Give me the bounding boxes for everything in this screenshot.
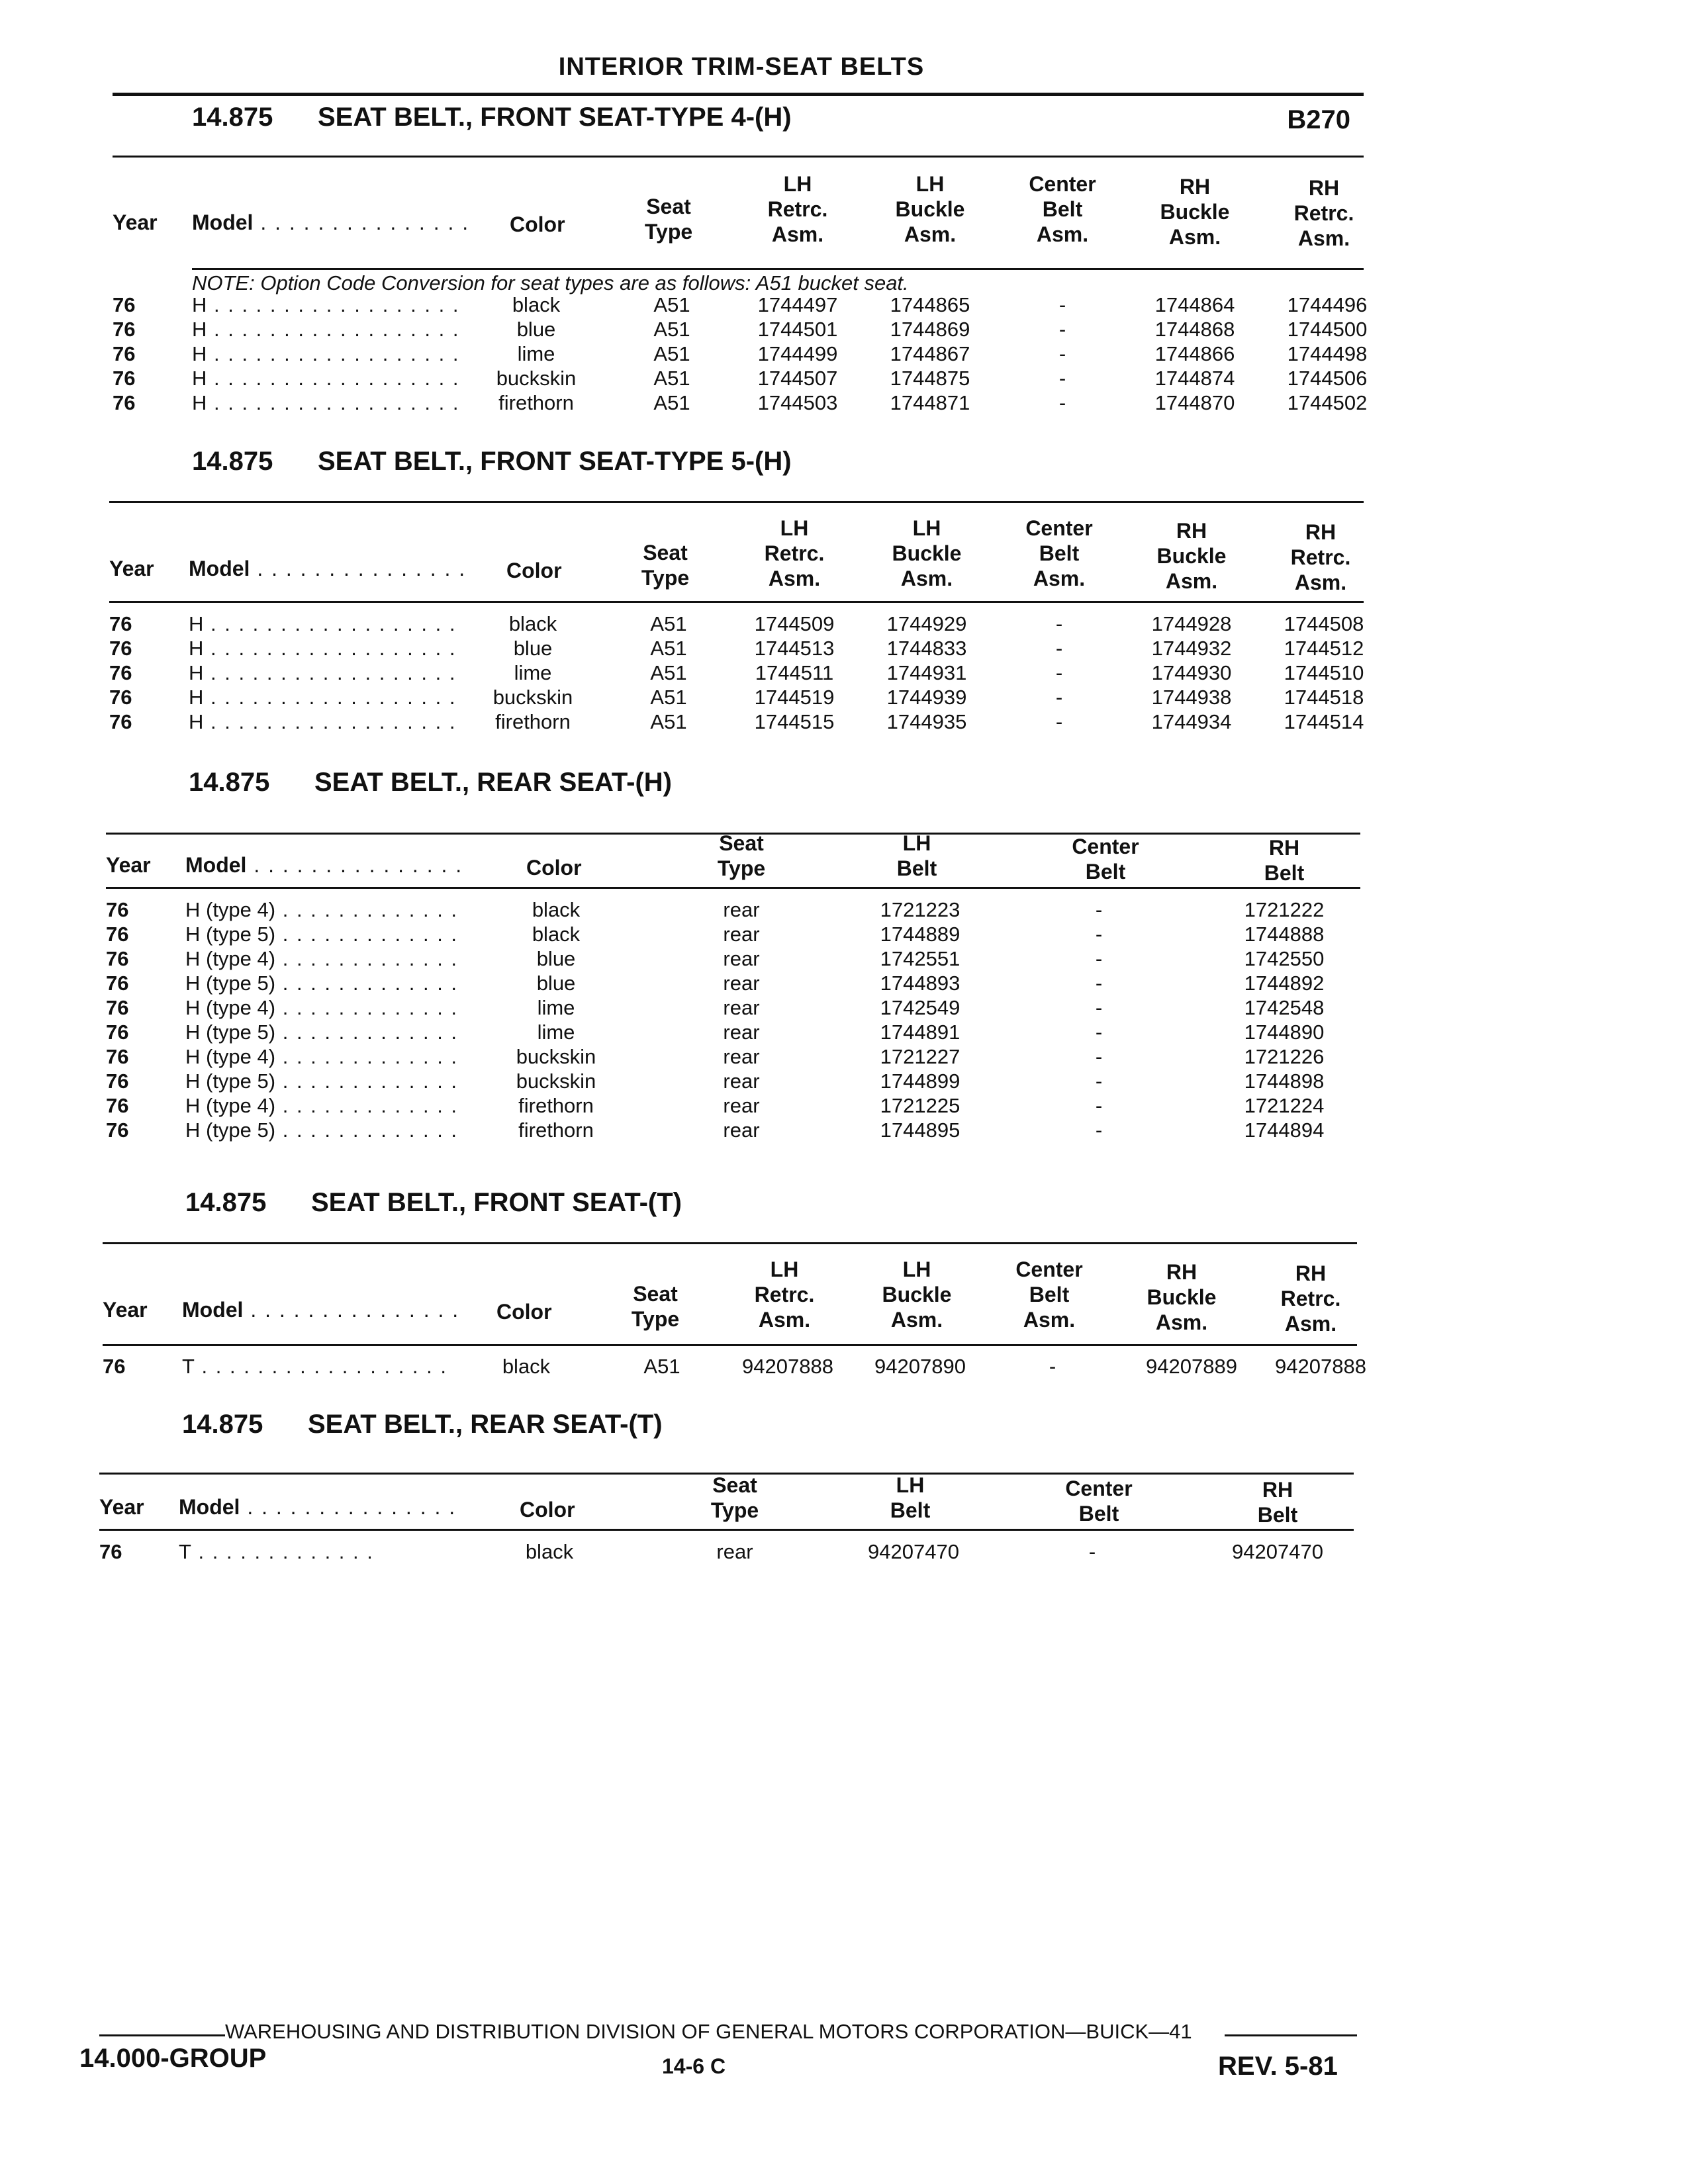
center-belt-cell: - (1095, 947, 1103, 970)
col-model: Model . . . . . . . . . . . . . . . (182, 1298, 460, 1322)
model-cell: H . . . . . . . . . . . . . . . . . . (192, 342, 460, 365)
table-row (0, 710, 1688, 735)
seat-type-cell: rear (723, 1021, 760, 1044)
color-cell: black (525, 1540, 574, 1563)
year-cell: 76 (106, 972, 129, 995)
year-cell: 76 (106, 1045, 129, 1068)
rh-buckle-cell: 1744868 (1154, 318, 1235, 341)
rh-belt-cell: 1742548 (1244, 996, 1325, 1019)
lh-retrc-cell: 1744499 (757, 342, 838, 365)
lh-belt-cell: 1744891 (880, 1021, 961, 1044)
section-number: 14.875 (192, 103, 273, 132)
col-seat-type: Seat Type (717, 831, 766, 880)
footer-division-line: WAREHOUSING AND DISTRIBUTION DIVISION OF GENERAL MOTORS CORPORATION—BUICK—41 (225, 2020, 1192, 2043)
color-cell: firethorn (518, 1118, 594, 1142)
center-belt-cell: - (1055, 661, 1063, 684)
table-row (0, 367, 1688, 391)
col-year: Year (99, 1495, 144, 1519)
seat-type-cell: rear (723, 996, 760, 1019)
center-belt-cell: - (1095, 898, 1103, 921)
color-cell: blue (516, 318, 556, 341)
col-lh-buckle: LH Buckle Asm. (892, 516, 962, 590)
section-number: 14.875 (192, 447, 273, 476)
rh-buckle-cell: 1744930 (1151, 661, 1232, 684)
lh-buckle-cell: 94207890 (874, 1355, 966, 1378)
table-row (0, 996, 1688, 1021)
seat-type-cell: A51 (650, 686, 687, 709)
color-cell: buckskin (496, 367, 577, 390)
col-lh-belt: LH Belt (896, 831, 937, 880)
section-title (192, 103, 792, 132)
col-model: Model . . . . . . . . . . . . . . . (189, 557, 467, 580)
color-cell: blue (513, 637, 553, 660)
color-cell: black (512, 293, 561, 316)
year-cell: 76 (106, 996, 129, 1019)
col-color: Color (510, 212, 565, 236)
col-year: Year (106, 853, 151, 877)
center-belt-cell: - (1095, 1069, 1103, 1093)
section-name: SEAT BELT., FRONT SEAT-TYPE 4-(H) (318, 103, 792, 132)
model-cell: H . . . . . . . . . . . . . . . . . . (189, 686, 457, 709)
model-cell: H (type 5) . . . . . . . . . . . . . (185, 923, 459, 946)
col-lh-retrc: LH Retrc. Asm. (764, 516, 825, 590)
table-row (0, 1069, 1688, 1094)
col-center-belt: Center Belt Asm. (1015, 1257, 1083, 1332)
header-bottom-rule (192, 268, 1364, 270)
center-belt-cell: - (1058, 367, 1066, 390)
table-row (0, 1355, 1688, 1379)
lh-retrc-cell: 1744515 (754, 710, 835, 733)
section-number: 14.875 (189, 768, 270, 797)
center-belt-cell: - (1055, 637, 1063, 660)
section-name: SEAT BELT., REAR SEAT-(T) (308, 1410, 663, 1439)
rh-retrc-cell: 1744510 (1284, 661, 1364, 684)
year-cell: 76 (113, 391, 136, 414)
color-cell: firethorn (498, 391, 574, 414)
year-cell: 76 (106, 1094, 129, 1117)
color-cell: lime (517, 342, 555, 365)
color-cell: black (502, 1355, 551, 1378)
center-belt-cell: - (1095, 1118, 1103, 1142)
model-cell: H (type 5) . . . . . . . . . . . . . (185, 1118, 459, 1142)
model-cell: H (type 4) . . . . . . . . . . . . . (185, 996, 459, 1019)
year-cell: 76 (109, 661, 132, 684)
lh-buckle-cell: 1744931 (886, 661, 967, 684)
lh-retrc-cell: 1744519 (754, 686, 835, 709)
header-bottom-rule (109, 601, 1364, 603)
table-row (0, 972, 1688, 996)
table-row (0, 1094, 1688, 1118)
center-belt-cell: - (1095, 1021, 1103, 1044)
color-cell: buckskin (516, 1045, 596, 1068)
table-row (0, 661, 1688, 686)
section-code: B270 (1287, 105, 1350, 134)
center-belt-cell: - (1055, 612, 1063, 635)
table-row (0, 898, 1688, 923)
color-cell: blue (536, 972, 576, 995)
color-cell: black (508, 612, 557, 635)
color-cell: black (532, 898, 581, 921)
year-cell: 76 (113, 318, 136, 341)
header-bottom-rule (99, 1529, 1354, 1531)
col-rh-retrc: RH Retrc. Asm. (1293, 176, 1354, 250)
header-top-rule (103, 1242, 1357, 1244)
col-center-belt: Center Belt (1072, 835, 1139, 884)
lh-belt-cell: 1744893 (880, 972, 961, 995)
seat-type-cell: A51 (653, 318, 690, 341)
year-cell: 76 (106, 923, 129, 946)
model-cell: H (type 5) . . . . . . . . . . . . . (185, 972, 459, 995)
col-rh-belt: RH Belt (1264, 836, 1305, 885)
year-cell: 76 (106, 1021, 129, 1044)
col-color: Color (526, 856, 582, 880)
center-belt-cell: - (1058, 293, 1066, 316)
rh-buckle-cell: 1744938 (1151, 686, 1232, 709)
year-cell: 76 (106, 947, 129, 970)
color-cell: buckskin (516, 1069, 596, 1093)
footer-page-number: 14-6 C (662, 2054, 726, 2078)
seat-type-cell: A51 (650, 661, 687, 684)
rh-belt-cell: 1744892 (1244, 972, 1325, 995)
table-row (0, 1045, 1688, 1069)
seat-type-cell: A51 (650, 637, 687, 660)
rh-retrc-cell: 1744498 (1287, 342, 1368, 365)
lh-buckle-cell: 1744867 (890, 342, 970, 365)
center-belt-cell: - (1055, 686, 1063, 709)
model-cell: H (type 4) . . . . . . . . . . . . . (185, 947, 459, 970)
model-cell: H (type 5) . . . . . . . . . . . . . (185, 1021, 459, 1044)
year-cell: 76 (113, 367, 136, 390)
center-belt-cell: - (1049, 1355, 1056, 1378)
lh-belt-cell: 1744895 (880, 1118, 961, 1142)
center-belt-cell: - (1058, 391, 1066, 414)
seat-type-cell: A51 (653, 367, 690, 390)
year-cell: 76 (109, 686, 132, 709)
lh-belt-cell: 1744899 (880, 1069, 961, 1093)
color-cell: black (532, 923, 581, 946)
lh-buckle-cell: 1744865 (890, 293, 970, 316)
year-cell: 76 (103, 1355, 126, 1378)
col-seat-type: Seat Type (631, 1282, 680, 1331)
year-cell: 76 (109, 710, 132, 733)
center-belt-cell: - (1058, 318, 1066, 341)
title-rule (113, 93, 1364, 96)
lh-belt-cell: 94207470 (868, 1540, 959, 1563)
model-cell: H . . . . . . . . . . . . . . . . . . (192, 318, 460, 341)
option-code-note: NOTE: Option Code Conversion for seat types are as follows: A51 bucket seat. (192, 271, 909, 295)
rh-buckle-cell: 1744932 (1151, 637, 1232, 660)
col-rh-retrc: RH Retrc. Asm. (1280, 1261, 1341, 1336)
col-seat-type: Seat Type (710, 1473, 759, 1522)
col-center-belt: Center Belt Asm. (1029, 172, 1096, 246)
footer-rule-left (99, 2034, 225, 2036)
section-number: 14.875 (185, 1188, 267, 1217)
table-row (0, 1540, 1688, 1565)
rh-retrc-cell: 1744512 (1284, 637, 1364, 660)
model-cell: H . . . . . . . . . . . . . . . . . . (192, 367, 460, 390)
section-title (192, 447, 792, 477)
col-year: Year (113, 210, 158, 234)
center-belt-cell: - (1095, 1094, 1103, 1117)
year-cell: 76 (113, 342, 136, 365)
seat-type-cell: rear (723, 1045, 760, 1068)
header-bottom-rule (106, 887, 1360, 889)
model-cell: H . . . . . . . . . . . . . . . . . . (192, 391, 460, 414)
footer-rule-right (1225, 2034, 1357, 2036)
col-center-belt: Center Belt Asm. (1025, 516, 1093, 590)
col-year: Year (109, 557, 154, 580)
lh-belt-cell: 1721223 (880, 898, 961, 921)
col-model: Model . . . . . . . . . . . . . . . (192, 210, 470, 234)
rh-buckle-cell: 1744864 (1154, 293, 1235, 316)
col-seat-type: Seat Type (644, 195, 693, 244)
table-row (0, 342, 1688, 367)
col-lh-buckle: LH Buckle Asm. (895, 172, 965, 246)
section-title (182, 1410, 663, 1439)
col-seat-type: Seat Type (641, 541, 690, 590)
rh-belt-cell: 1721224 (1244, 1094, 1325, 1117)
seat-type-cell: A51 (643, 1355, 680, 1378)
section-number: 14.875 (182, 1410, 263, 1439)
table-row (0, 293, 1688, 318)
table-row (0, 391, 1688, 416)
lh-belt-cell: 1742549 (880, 996, 961, 1019)
year-cell: 76 (106, 1118, 129, 1142)
rh-retrc-cell: 1744496 (1287, 293, 1368, 316)
seat-type-cell: A51 (650, 710, 687, 733)
center-belt-cell: - (1095, 996, 1103, 1019)
rh-buckle-cell: 1744934 (1151, 710, 1232, 733)
rh-retrc-cell: 1744506 (1287, 367, 1368, 390)
color-cell: firethorn (518, 1094, 594, 1117)
model-cell: H . . . . . . . . . . . . . . . . . . (192, 293, 460, 316)
model-cell: H . . . . . . . . . . . . . . . . . . (189, 661, 457, 684)
rh-buckle-cell: 1744866 (1154, 342, 1235, 365)
lh-belt-cell: 1721225 (880, 1094, 961, 1117)
model-cell: H (type 5) . . . . . . . . . . . . . (185, 1069, 459, 1093)
col-lh-retrc: LH Retrc. Asm. (767, 172, 828, 246)
rh-belt-cell: 1744898 (1244, 1069, 1325, 1093)
center-belt-cell: - (1055, 710, 1063, 733)
header-top-rule (109, 501, 1364, 503)
center-belt-cell: - (1095, 972, 1103, 995)
rh-belt-cell: 1744888 (1244, 923, 1325, 946)
table-row (0, 1021, 1688, 1045)
lh-buckle-cell: 1744935 (886, 710, 967, 733)
table-row (0, 686, 1688, 710)
col-color: Color (520, 1498, 575, 1522)
seat-type-cell: A51 (653, 293, 690, 316)
center-belt-cell: - (1095, 923, 1103, 946)
rh-retrc-cell: 1744514 (1284, 710, 1364, 733)
rh-buckle-cell: 1744874 (1154, 367, 1235, 390)
lh-belt-cell: 1744889 (880, 923, 961, 946)
color-cell: lime (537, 1021, 575, 1044)
lh-retrc-cell: 1744513 (754, 637, 835, 660)
lh-retrc-cell: 1744497 (757, 293, 838, 316)
col-color: Color (496, 1300, 552, 1324)
model-cell: T . . . . . . . . . . . . . (179, 1540, 374, 1563)
year-cell: 76 (106, 898, 129, 921)
rh-retrc-cell: 1744508 (1284, 612, 1364, 635)
section-title (189, 768, 672, 797)
seat-type-cell: rear (716, 1540, 753, 1563)
table-row (0, 923, 1688, 947)
rh-retrc-cell: 1744518 (1284, 686, 1364, 709)
table-row (0, 612, 1688, 637)
col-color: Color (506, 559, 562, 582)
col-rh-buckle: RH Buckle Asm. (1156, 519, 1227, 593)
seat-type-cell: A51 (653, 391, 690, 414)
header-top-rule (113, 156, 1364, 158)
rh-retrc-cell: 94207888 (1275, 1355, 1366, 1378)
footer-revision: REV. 5-81 (1218, 2052, 1338, 2081)
footer-group: 14.000-GROUP (79, 2044, 267, 2073)
lh-belt-cell: 1721227 (880, 1045, 961, 1068)
lh-buckle-cell: 1744833 (886, 637, 967, 660)
lh-buckle-cell: 1744869 (890, 318, 970, 341)
model-cell: H (type 4) . . . . . . . . . . . . . (185, 1094, 459, 1117)
year-cell: 76 (99, 1540, 122, 1563)
table-row (0, 637, 1688, 661)
section-name: SEAT BELT., FRONT SEAT-TYPE 5-(H) (318, 447, 792, 476)
section-title (185, 1188, 682, 1218)
model-cell: T . . . . . . . . . . . . . . . . . . (182, 1355, 447, 1378)
model-cell: H (type 4) . . . . . . . . . . . . . (185, 898, 459, 921)
rh-belt-cell: 1744894 (1244, 1118, 1325, 1142)
seat-type-cell: rear (723, 972, 760, 995)
seat-type-cell: A51 (653, 342, 690, 365)
lh-retrc-cell: 1744509 (754, 612, 835, 635)
lh-retrc-cell: 1744501 (757, 318, 838, 341)
seat-type-cell: rear (723, 923, 760, 946)
rh-belt-cell: 1721222 (1244, 898, 1325, 921)
col-lh-retrc: LH Retrc. Asm. (754, 1257, 815, 1332)
table-row (0, 1118, 1688, 1143)
seat-type-cell: A51 (650, 612, 687, 635)
lh-buckle-cell: 1744871 (890, 391, 970, 414)
rh-buckle-cell: 94207889 (1146, 1355, 1237, 1378)
color-cell: firethorn (495, 710, 571, 733)
lh-retrc-cell: 1744511 (755, 661, 834, 684)
seat-type-cell: rear (723, 947, 760, 970)
col-lh-belt: LH Belt (890, 1473, 931, 1522)
rh-belt-cell: 1721226 (1244, 1045, 1325, 1068)
lh-retrc-cell: 94207888 (742, 1355, 833, 1378)
col-model: Model . . . . . . . . . . . . . . . (185, 853, 463, 877)
col-rh-buckle: RH Buckle Asm. (1147, 1260, 1217, 1334)
rh-buckle-cell: 1744870 (1154, 391, 1235, 414)
year-cell: 76 (109, 637, 132, 660)
col-rh-belt: RH Belt (1257, 1478, 1298, 1527)
lh-buckle-cell: 1744929 (886, 612, 967, 635)
col-center-belt: Center Belt (1065, 1477, 1133, 1525)
lh-belt-cell: 1742551 (880, 947, 961, 970)
header-bottom-rule (103, 1344, 1357, 1346)
col-rh-retrc: RH Retrc. Asm. (1290, 520, 1351, 594)
year-cell: 76 (113, 293, 136, 316)
model-cell: H . . . . . . . . . . . . . . . . . . (189, 637, 457, 660)
seat-type-cell: rear (723, 898, 760, 921)
model-cell: H (type 4) . . . . . . . . . . . . . (185, 1045, 459, 1068)
rh-buckle-cell: 1744928 (1151, 612, 1232, 635)
color-cell: blue (536, 947, 576, 970)
rh-belt-cell: 1742550 (1244, 947, 1325, 970)
section-name: SEAT BELT., FRONT SEAT-(T) (311, 1188, 682, 1217)
rh-retrc-cell: 1744500 (1287, 318, 1368, 341)
rh-belt-cell: 94207470 (1232, 1540, 1323, 1563)
year-cell: 76 (109, 612, 132, 635)
lh-retrc-cell: 1744507 (757, 367, 838, 390)
col-year: Year (103, 1298, 148, 1322)
center-belt-cell: - (1095, 1045, 1103, 1068)
color-cell: lime (537, 996, 575, 1019)
page-title: INTERIOR TRIM-SEAT BELTS (558, 53, 925, 81)
seat-type-cell: rear (723, 1069, 760, 1093)
lh-buckle-cell: 1744875 (890, 367, 970, 390)
col-rh-buckle: RH Buckle Asm. (1160, 175, 1230, 249)
color-cell: lime (514, 661, 552, 684)
color-cell: buckskin (492, 686, 573, 709)
center-belt-cell: - (1058, 342, 1066, 365)
table-row (0, 318, 1688, 342)
col-model: Model . . . . . . . . . . . . . . . (179, 1495, 457, 1519)
table-row (0, 947, 1688, 972)
seat-type-cell: rear (723, 1118, 760, 1142)
model-cell: H . . . . . . . . . . . . . . . . . . (189, 612, 457, 635)
lh-retrc-cell: 1744503 (757, 391, 838, 414)
rh-belt-cell: 1744890 (1244, 1021, 1325, 1044)
model-cell: H . . . . . . . . . . . . . . . . . . (189, 710, 457, 733)
section-name: SEAT BELT., REAR SEAT-(H) (314, 768, 672, 797)
seat-type-cell: rear (723, 1094, 760, 1117)
year-cell: 76 (106, 1069, 129, 1093)
lh-buckle-cell: 1744939 (886, 686, 967, 709)
col-lh-buckle: LH Buckle Asm. (882, 1257, 952, 1332)
rh-retrc-cell: 1744502 (1287, 391, 1368, 414)
center-belt-cell: - (1088, 1540, 1096, 1563)
